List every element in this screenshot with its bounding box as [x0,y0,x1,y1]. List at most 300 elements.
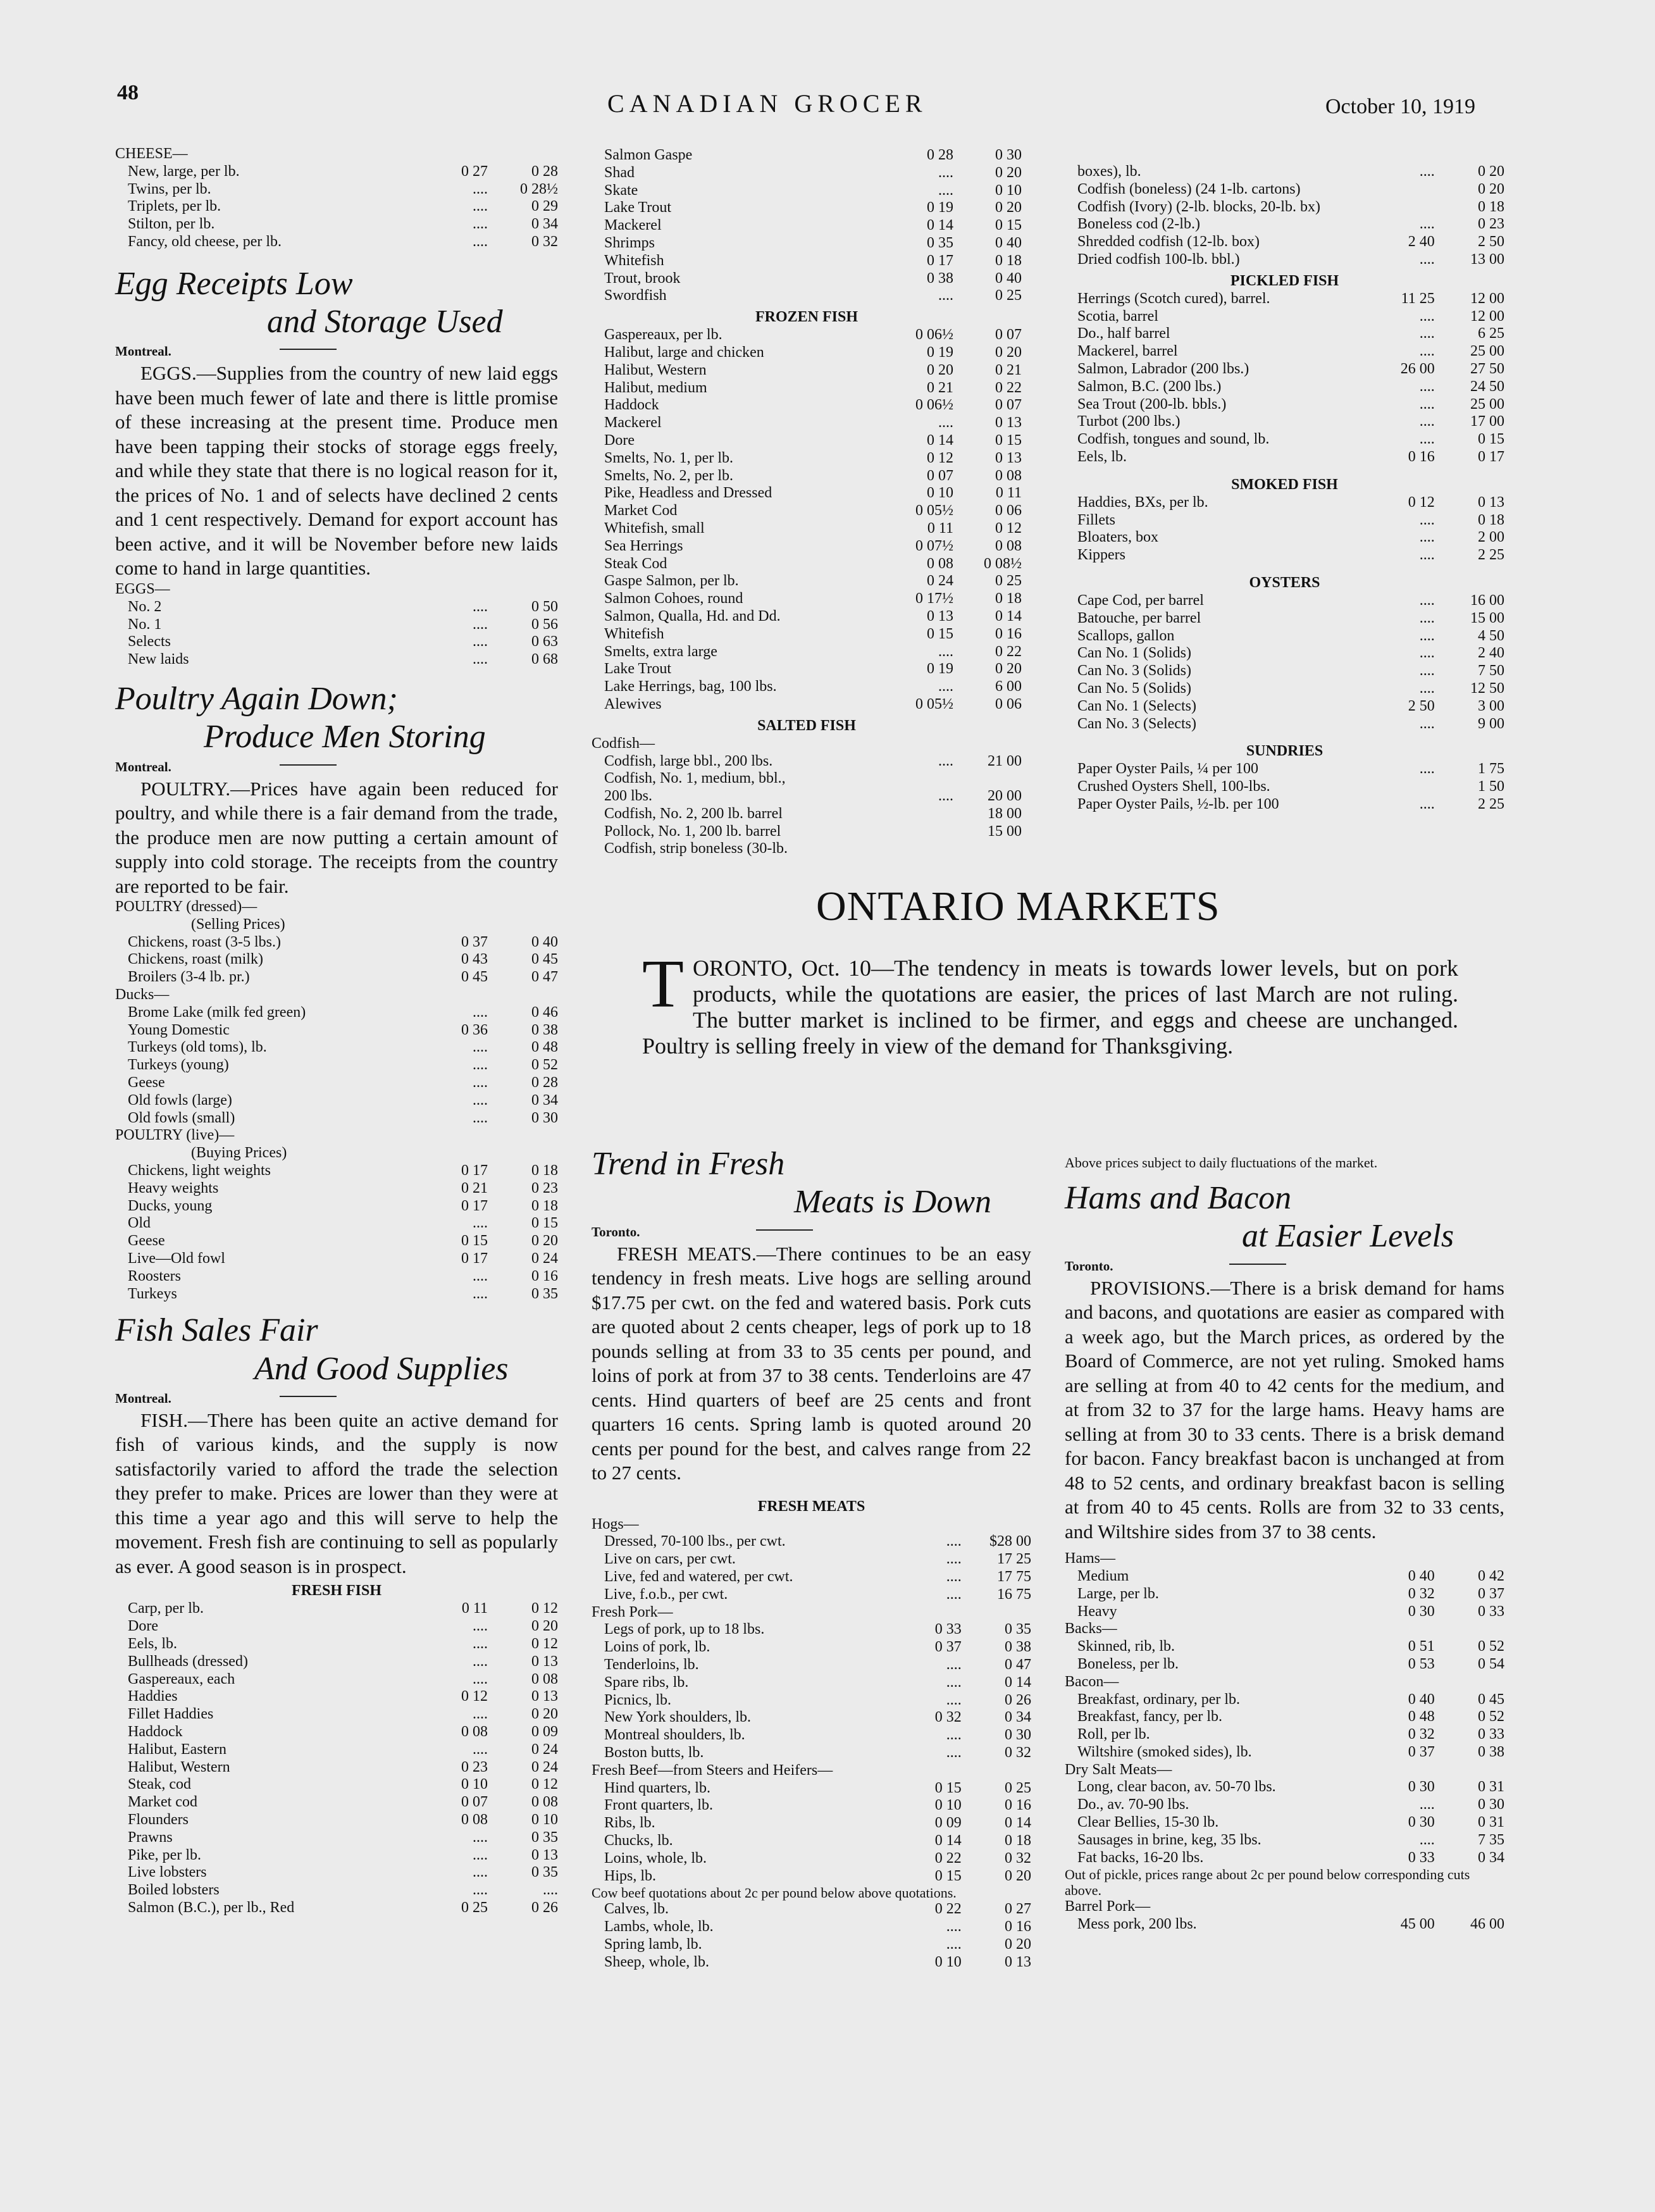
price-low: .... [946,1744,962,1761]
fish-article: FISH.—There has been quite an active demand for fish of various kinds, and the supply is now satisfactorily varied to afford the trade the selection they prefer to make. Prices are lower than they were at this time a year ago and this will serve to help the movement. Fresh fish are continuing to sell as popularly as ever. A good season is in prospect. [115,1408,558,1577]
item-name: Flounders [128,1811,189,1829]
price-row [592,1780,1031,1798]
item-name: Do., av. 70-90 lbs. [1077,1796,1189,1813]
price-row [592,432,1022,450]
price-high [957,770,1022,788]
price-row [115,633,558,651]
price-row [115,1268,558,1286]
price-high: 6 25 [1478,325,1504,342]
item-name: Dressed, 70-100 lbs., per cwt. [604,1533,786,1550]
item-name: Barrel Pork— [1065,1898,1151,1915]
price-row [115,1110,558,1128]
item-name: Paper Oyster Pails, ¼ per 100 [1077,761,1258,778]
price-row [592,573,1022,590]
price-row [592,380,1022,397]
price-low: 0 14 [927,217,953,234]
item-name: Mackerel [604,217,662,234]
item-name: Codfish— [592,735,655,752]
item-name: Smelts, No. 2, per lb. [604,467,733,484]
price-row [115,198,558,216]
oysters-title: OYSTERS [1249,574,1320,591]
price-row [1065,1620,1504,1638]
item-name: Crushed Oysters Shell, 100-lbs. [1077,778,1270,795]
price-row [592,556,1022,573]
provisions-table [1065,1550,1504,1867]
item-name: Long, clear bacon, av. 50-70 lbs. [1077,1779,1276,1796]
price-low: 0 40 [1408,1567,1435,1584]
price-row [592,643,1022,661]
price-low [900,1762,965,1780]
price-low [425,1145,492,1162]
codfish-table [1065,163,1504,269]
item-name: Hind quarters, lb. [604,1779,710,1796]
price-low: 0 12 [461,1688,488,1705]
price-row [1065,547,1504,564]
item-name: 200 lbs. [604,788,653,805]
item-name: Breakfast, ordinary, per lb. [1077,1691,1241,1708]
price-low: 0 05½ [915,695,953,712]
item-name: Stilton, per lb. [128,216,215,233]
fresh-fish-table [115,1600,558,1917]
price-row [1065,529,1504,547]
item-name: Whitefish, small [604,519,705,537]
item-name: Whitefish [604,252,664,269]
egg-dateline: Montreal. [115,344,558,361]
price-row [592,1744,1031,1762]
item-name: Can No. 1 (Solids) [1077,645,1191,662]
item-name: Smelts, No. 1, per lb. [604,449,733,466]
price-high: 0 30 [995,147,1022,163]
price-low [425,986,492,1004]
price-low: 0 06½ [915,397,953,414]
item-name: Legs of pork, up to 18 lbs. [604,1621,765,1638]
fresh-meats-table [592,1516,1031,1886]
price-low: 0 07 [927,467,953,484]
price-row [1065,431,1504,449]
price-row [115,1653,558,1671]
column-3-top [1065,163,1504,814]
price-low: 0 11 [927,519,953,537]
item-name: Calves, lb. [604,1901,669,1918]
price-row [592,1516,1031,1534]
price-low: 0 37 [1408,1743,1435,1760]
price-row [1065,662,1504,680]
item-name: Turkeys [128,1285,177,1302]
item-name: Ducks— [115,986,170,1003]
item-name: Alewives [604,695,662,712]
item-name: Turbot (200 lbs.) [1077,413,1181,430]
item-name: Hips, lb. [604,1867,657,1884]
price-row [1065,796,1504,814]
price-low: .... [473,1618,488,1635]
price-low [900,1604,965,1622]
price-low: 0 05½ [915,502,953,519]
price-row [592,626,1022,643]
item-name: Young Domestic [128,1021,230,1038]
price-row [115,1794,558,1811]
price-row [592,823,1022,841]
price-row [592,735,1022,753]
item-name: Can No. 5 (Solids) [1077,680,1191,697]
item-name: Halibut, large and chicken [604,344,764,361]
item-name: POULTRY (live)— [115,1127,235,1144]
price-row [115,1286,558,1303]
price-high: 0 13 [531,1653,558,1670]
smoked-fish-table [1065,494,1504,564]
sundries-table [1065,761,1504,813]
price-low: .... [1419,325,1435,342]
price-high: 0 16 [531,1267,558,1284]
price-row [1065,1568,1504,1586]
fresh-meats-title: FRESH MEATS [757,1498,865,1515]
price-row [592,1569,1031,1586]
price-low: .... [946,1656,962,1673]
price-row [592,661,1022,678]
price-high: 0 25 [995,287,1022,304]
price-high [957,840,1022,858]
price-low: 0 19 [927,199,953,216]
price-high [492,581,558,599]
price-low: .... [473,1741,488,1758]
price-row [115,216,558,233]
price-low: .... [1419,431,1435,448]
item-name: Spring lamb, lb. [604,1936,702,1953]
price-row [115,1004,558,1022]
price-row [592,199,1022,217]
price-low: 0 06½ [915,326,953,344]
price-row [592,696,1022,714]
price-low: 0 13 [927,607,953,624]
price-row [592,1692,1031,1710]
poultry-headline: Poultry Again Down; Produce Men Storing [115,680,486,755]
price-high: 0 15 [531,1215,558,1232]
price-high: 0 52 [531,1057,558,1074]
item-name: Ducks, young [128,1197,213,1214]
price-row [115,1882,558,1899]
price-row [1065,378,1504,396]
price-row [592,590,1022,608]
price-low: .... [1419,761,1435,778]
item-name: Can No. 3 (Solids) [1077,662,1191,680]
item-name: Salmon, Labrador (200 lbs.) [1077,360,1249,377]
price-row [592,1868,1031,1886]
item-name: Pollock, No. 1, 200 lb. barrel [604,823,781,840]
price-high: 0 32 [1005,1849,1031,1867]
item-name: Smelts, extra large [604,643,717,660]
price-high: 0 08 [531,1794,558,1811]
item-name: Haddies [128,1688,178,1705]
price-high: 0 47 [1005,1656,1031,1673]
price-low: .... [1419,343,1435,360]
price-row [592,1850,1031,1868]
price-low [1373,1620,1439,1638]
price-row [115,916,558,934]
item-name: Sheep, whole, lb. [604,1953,709,1970]
price-low: 0 30 [1408,1779,1435,1796]
drop-cap: T [642,947,684,1022]
price-row [592,344,1022,362]
price-high: 0 16 [995,625,1022,642]
price-low: 0 45 [461,969,488,986]
item-name: Ribs, lb. [604,1815,655,1832]
item-name: Salmon Gaspe [604,147,693,163]
poultry-dateline: Montreal. [115,759,558,777]
price-low: 0 07 [461,1794,488,1811]
item-name: Boneless, per lb. [1077,1655,1179,1672]
price-high: 0 45 [531,951,558,968]
price-high: 0 33 [1478,1726,1504,1743]
price-high: 0 28½ [520,180,558,197]
price-low: .... [473,616,488,633]
price-high: 0 17 [1478,448,1504,465]
price-high: .... [543,1882,558,1899]
price-low: 0 20 [927,361,953,378]
price-low: .... [1419,627,1435,644]
item-name: Dore [128,1618,158,1635]
item-name: Brome Lake (milk fed green) [128,1003,306,1021]
price-high: 0 15 [995,432,1022,449]
price-high: 2 25 [1478,547,1504,564]
price-row [1065,1898,1504,1916]
price-low: 0 36 [461,1021,488,1038]
price-low: .... [946,1936,962,1953]
price-low: 0 25 [461,1899,488,1917]
egg-headline: Egg Receipts Low and Storage Used [115,265,503,340]
price-row [115,1671,558,1689]
price-low: 0 21 [927,379,953,396]
price-low: .... [473,1706,488,1723]
item-name: Lake Trout [604,661,672,678]
price-row [592,1639,1031,1656]
item-name: Boston butts, lb. [604,1744,704,1761]
price-row [115,986,558,1004]
price-high: 0 20 [995,164,1022,181]
page-number: 48 [117,81,139,104]
fish-prices-table [592,147,1022,305]
hams-article: PROVISIONS.—There is a brisk demand for hams and bacons, and quotations are easier as compared with a week ago, but the March prices, as ordered by the Board of Commerce, are not yet ruling. Smoked hams are selling at from 40 to 42 cents for the medium, and at from 32 to 37 for the large hams. Heavy hams are selling at from 30 to 33 cents. There is a brisk demand for bacon. Fancy breakfast bacon is unchanged at from 48 to 52 cents, and ordinary breakfast bacon is selling at from 40 to 45 cents. Rolls are from 32 to 33 cents, and Wiltshire sides from 37 to 38 cents. [1065,1276,1504,1543]
item-name: Picnics, lb. [604,1691,671,1708]
price-low: 0 53 [1408,1655,1435,1672]
price-low: 11 25 [1401,290,1435,307]
item-name: Halibut, Western [128,1758,230,1775]
item-name: Triplets, per lb. [128,198,221,215]
price-row [1065,233,1504,251]
price-low: .... [946,1551,962,1568]
price-low: 0 08 [461,1724,488,1741]
item-name: Dried codfish 100-lb. bbl.) [1077,251,1240,268]
price-low: 0 15 [927,625,953,642]
price-row [1065,1550,1504,1568]
price-high [965,1516,1031,1534]
price-low: .... [473,1074,488,1091]
item-name: Backs— [1065,1620,1117,1637]
price-row [115,1741,558,1759]
price-row [592,1674,1031,1692]
price-high: 0 10 [995,182,1022,199]
price-row [592,1727,1031,1744]
item-name: Codfish (boneless) (24 1-lb. cartons) [1077,180,1301,197]
item-name: Geese [128,1233,165,1250]
price-low [1373,778,1439,796]
price-low: 0 09 [934,1815,962,1832]
price-high: 0 20 [1478,163,1504,180]
price-high: 0 18 [1478,198,1504,215]
price-high: 0 20 [995,199,1022,216]
sundries-title: SUNDRIES [1246,743,1323,760]
price-row [115,1724,558,1741]
price-low: 0 28 [927,147,953,163]
price-row [1065,512,1504,530]
price-high: 0 29 [531,198,558,215]
price-low: 0 23 [461,1758,488,1775]
item-name: Carp, per lb. [128,1600,204,1617]
price-low: .... [473,1267,488,1284]
price-high: 0 24 [531,1758,558,1775]
price-high: 0 24 [531,1741,558,1758]
item-name: Lambs, whole, lb. [604,1918,714,1936]
price-high: 15 00 [1470,609,1504,626]
price-low: .... [938,182,953,199]
pickled-fish-title: PICKLED FISH [1230,272,1339,289]
price-row [1065,1796,1504,1814]
price-row [115,1127,558,1145]
price-high: 0 12 [531,1636,558,1653]
price-low: 0 30 [1408,1603,1435,1620]
price-high: 0 25 [1005,1779,1031,1796]
item-name: Eels, lb. [128,1636,177,1653]
price-high: 0 12 [531,1776,558,1793]
price-high: 0 18 [531,1162,558,1179]
price-low: .... [1419,511,1435,528]
price-row [115,1180,558,1198]
pickled-fish-table [1065,290,1504,466]
price-high: 21 00 [988,752,1022,769]
price-low: 0 17 [461,1197,488,1214]
item-name: Steak, cod [128,1776,191,1793]
price-low: .... [473,233,488,250]
price-high: 25 00 [1470,343,1504,360]
price-high [1439,1620,1504,1638]
price-row [592,414,1022,432]
price-high: 0 56 [531,616,558,633]
item-name: Bacon— [1065,1673,1119,1690]
salted-fish-table [592,735,1022,859]
price-row [1065,1779,1504,1796]
price-low: .... [473,1670,488,1687]
price-row [115,1039,558,1057]
price-high: 0 42 [1478,1567,1504,1584]
price-low: 0 10 [934,1953,962,1970]
price-row [592,217,1022,235]
cheese-table [115,146,558,251]
price-row [115,1864,558,1882]
price-low: 0 21 [461,1179,488,1196]
price-high: 0 30 [1478,1796,1504,1813]
poultry-article: POULTRY.—Prices have again been reduced for poultry, and while there is a fair demand from the trade, the produce men are now putting a certain amount of supply into cold storage. The receipts from the country are reported to be fair. [115,777,558,897]
item-name: EGGS— [115,580,170,597]
price-low: 0 33 [934,1621,962,1638]
price-high [492,1145,558,1162]
price-low: 0 32 [1408,1726,1435,1743]
price-low: .... [1419,1796,1435,1813]
item-name: Haddock [604,397,659,414]
item-name: Broilers (3-4 lb. pr.) [128,969,250,986]
price-low: .... [473,633,488,650]
price-row [115,163,558,181]
item-name: Mackerel [604,414,662,432]
price-row [115,599,558,616]
price-low: .... [1419,163,1435,180]
price-high [957,735,1022,753]
price-low: 0 30 [1408,1814,1435,1831]
item-name: Prawns [128,1829,173,1846]
ontario-lead-article: TORONTO, Oct. 10—The tendency in meats is towards lower levels, but on pork products, while the quotations are easier, the prices of last March are not ruling. The butter market is inclined to be firmer, and eggs and cheese are unchanged. Poultry is selling freely in view of the demand for Thanksgiving. [642,947,1458,1059]
price-high: 0 32 [531,233,558,250]
price-high: 3 00 [1478,697,1504,714]
price-high: 0 08 [995,467,1022,484]
price-low: .... [473,1882,488,1899]
item-name: Montreal shoulders, lb. [604,1727,745,1744]
price-high: 46 00 [1470,1916,1504,1933]
item-name: Scallops, gallon [1077,627,1175,644]
price-low: .... [1419,529,1435,546]
price-high: 0 33 [1478,1603,1504,1620]
price-row [592,1621,1031,1639]
item-name: Codfish, No. 2, 200 lb. barrel [604,805,783,822]
price-low: 0 10 [927,485,953,502]
price-high: 0 35 [531,1285,558,1302]
price-row [592,450,1022,468]
price-row [592,1586,1031,1604]
price-low: .... [473,1636,488,1653]
price-low [893,770,957,788]
price-low: .... [473,1091,488,1109]
price-low: .... [1419,592,1435,609]
price-high: 12 50 [1470,680,1504,697]
smoked-fish-title: SMOKED FISH [1231,476,1338,493]
price-high: 0 34 [1005,1709,1031,1726]
item-name: Live, fed and watered, per cwt. [604,1569,793,1586]
price-high: 0 20 [995,661,1022,678]
price-low: .... [1419,378,1435,395]
price-row [115,1829,558,1847]
lamb-table [592,1901,1031,1971]
price-high: 0 13 [531,1846,558,1863]
price-low [1373,1898,1439,1916]
item-name: Loins, whole, lb. [604,1849,707,1867]
price-high: 0 50 [531,598,558,615]
item-name: Sea Trout (200-lb. bbls.) [1077,395,1227,413]
item-name: Chickens, roast (milk) [128,951,263,968]
item-name: Boiled lobsters [128,1882,220,1899]
price-high: 0 13 [531,1688,558,1705]
item-name: (Selling Prices) [191,916,285,933]
price-high: 0 16 [1005,1918,1031,1936]
price-high: 0 14 [1005,1815,1031,1832]
price-row [115,1688,558,1706]
price-high [492,1127,558,1145]
price-high: 0 47 [531,969,558,986]
meats-article: FRESH MEATS.—There continues to be an easy tendency in fresh meats. Live hogs are selling around $17.75 per cwt. on the fed and watered basis. Pork cuts are quoted about 2 cents cheaper, legs of pork up to 18 pounds selling at from 33 to 35 cents per pound, and loins of pork at from 37 to 38 cents. Tenderloins are 47 cents. Hind quarters of beef are 25 cents and front quarters 16 cents. Spring lamb is quoted around 20 cents per pound for the best, and calves range from 22 to 27 cents. [592,1242,1031,1484]
price-row [115,651,558,669]
price-high: 0 21 [995,361,1022,378]
price-low: 0 17 [461,1162,488,1179]
price-high: 0 48 [531,1039,558,1056]
price-high: 0 40 [995,270,1022,287]
price-low: .... [1419,216,1435,233]
price-low: 0 19 [927,344,953,361]
price-high: 0 32 [1005,1744,1031,1761]
